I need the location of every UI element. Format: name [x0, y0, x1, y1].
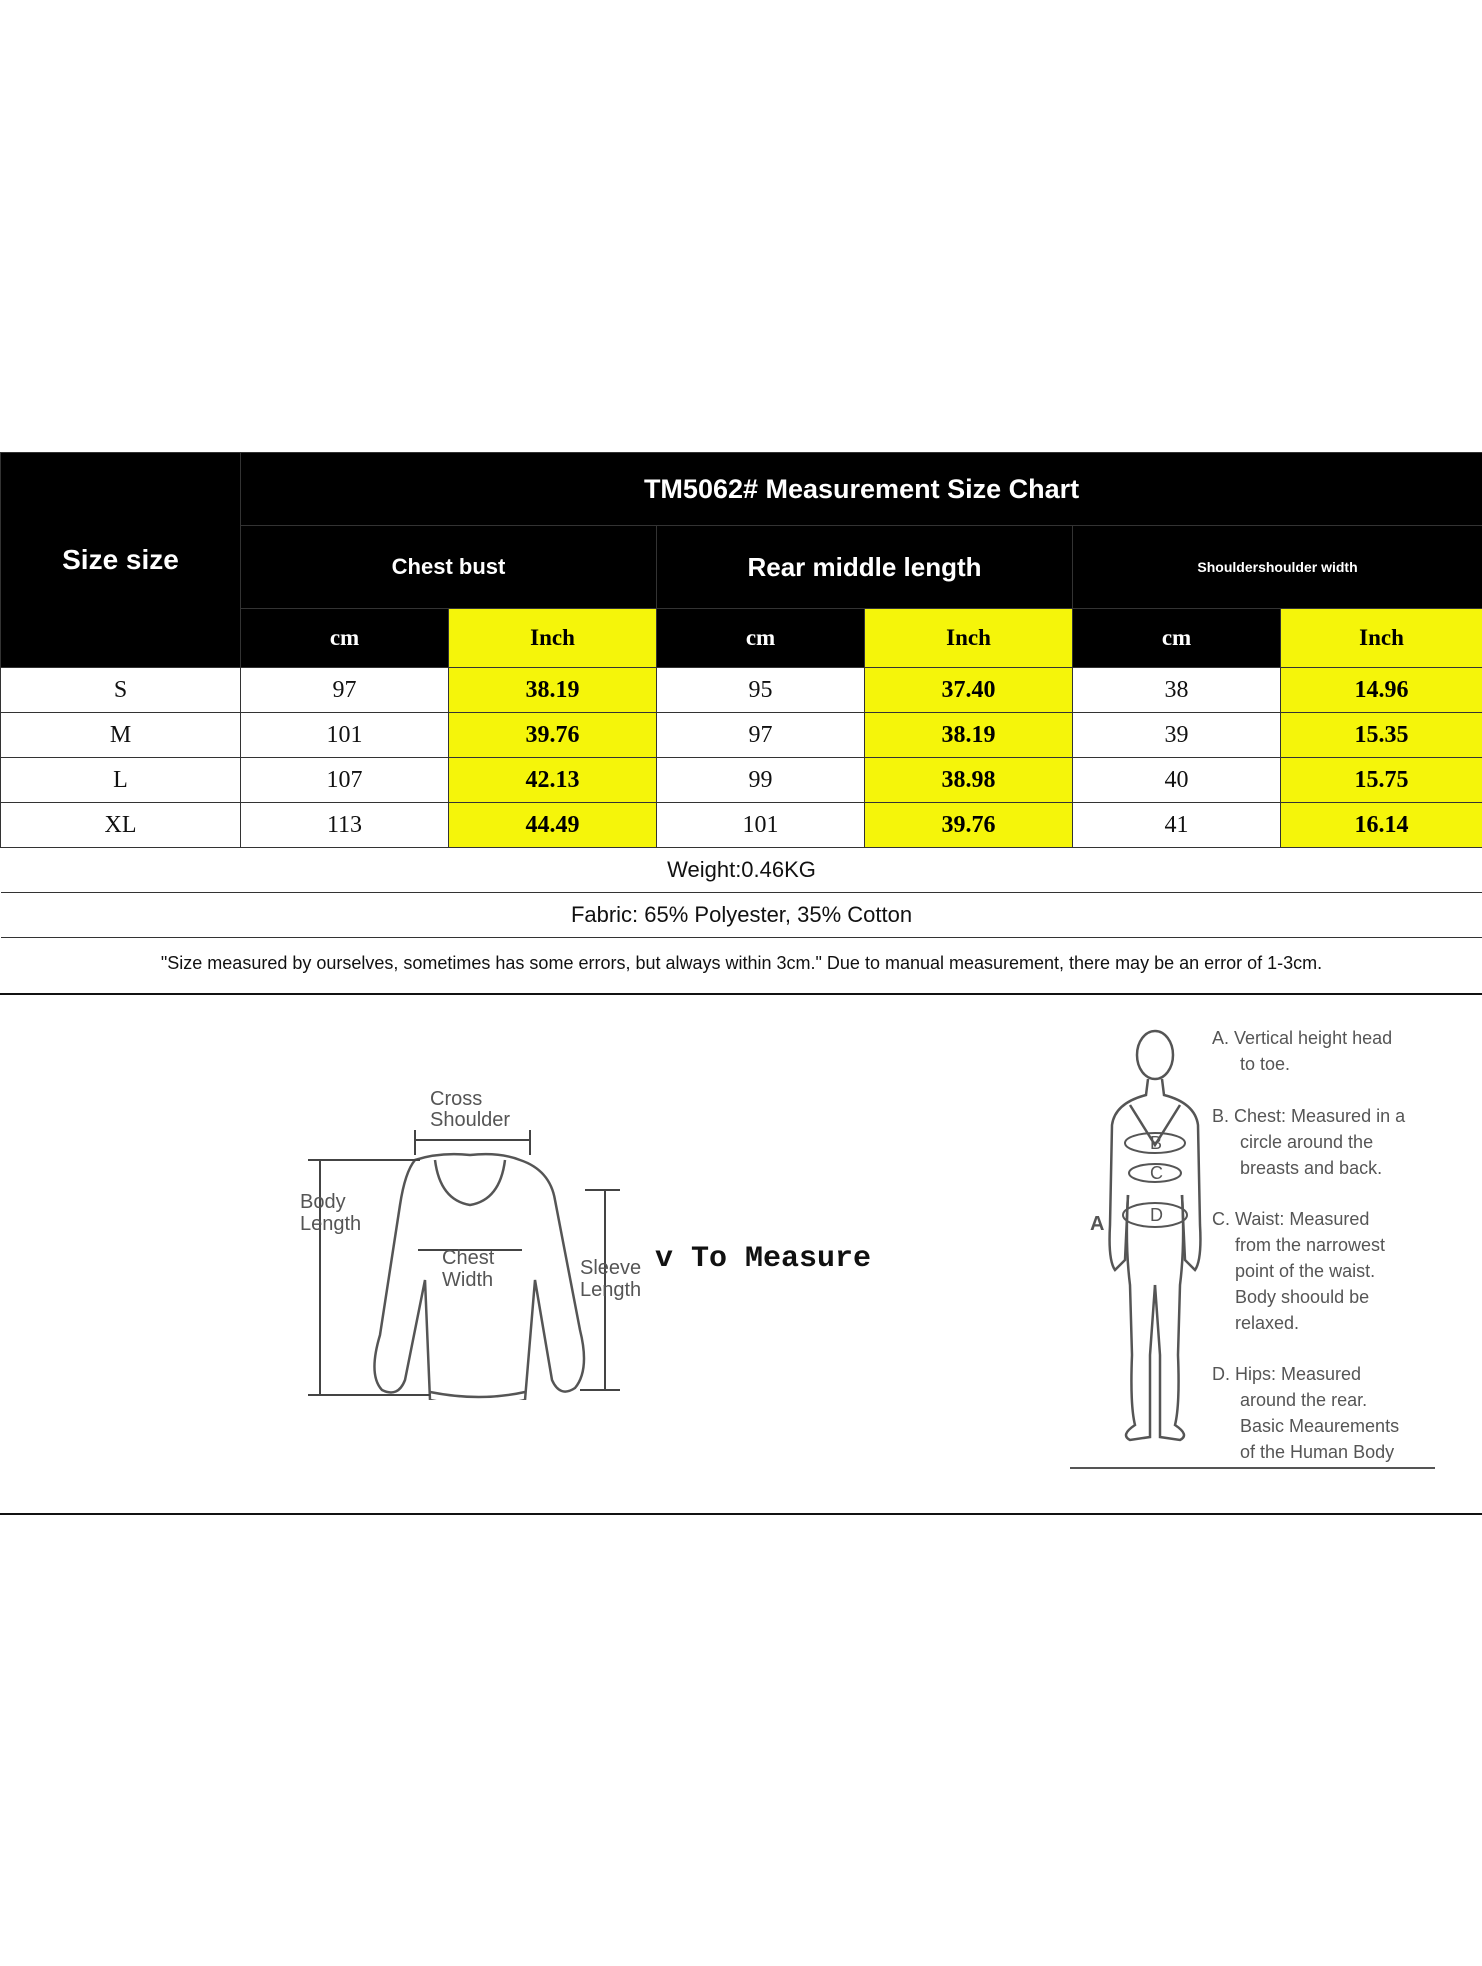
note-d: of the Human Body [1240, 1442, 1395, 1462]
note-c: point of the waist. [1235, 1261, 1376, 1281]
group-rear-middle-length: Rear middle length [657, 526, 1073, 609]
value-cell: 39 [1073, 713, 1281, 758]
value-cell: 39.76 [865, 803, 1073, 848]
measurement-note: "Size measured by ourselves, sometimes has some errors, but always within 3cm." Due to manual measurement, there may be an error of 1-3cm. [1, 938, 1482, 989]
value-cell: 38.19 [865, 713, 1073, 758]
size-label: L [1, 758, 241, 803]
value-cell: 39.76 [449, 713, 657, 758]
label-cross-shoulder: Cross [430, 1088, 483, 1110]
value-cell: 14.96 [1281, 668, 1482, 713]
unit-header: cm [241, 609, 449, 668]
note-b: circle around the [1240, 1132, 1374, 1152]
divider [0, 1513, 1482, 1515]
value-cell: 15.75 [1281, 758, 1482, 803]
note-b: breasts and back. [1240, 1158, 1383, 1178]
note-a: A. Vertical height head [1212, 1028, 1393, 1048]
unit-header: Inch [1281, 609, 1482, 668]
table-row [1, 713, 1482, 758]
sweater-diagram [290, 1080, 670, 1400]
value-cell: 40 [1073, 758, 1281, 803]
unit-header: Inch [865, 609, 1073, 668]
value-cell: 113 [241, 803, 449, 848]
value-cell: 99 [657, 758, 865, 803]
note-c: relaxed. [1235, 1313, 1300, 1333]
value-cell: 41 [1073, 803, 1281, 848]
label-cross-shoulder: Shoulder [430, 1109, 511, 1131]
group-shoulder-width: Shouldershoulder width [1073, 526, 1482, 609]
letter-c: C [1150, 1163, 1163, 1183]
table-row [1, 668, 1482, 713]
note-d: D. Hips: Measured [1212, 1364, 1362, 1384]
note-c: Body shoould be [1235, 1287, 1370, 1307]
value-cell: 16.14 [1281, 803, 1482, 848]
label-body-length: Body [300, 1191, 346, 1213]
size-label: S [1, 668, 241, 713]
size-chart-table [0, 452, 1482, 988]
label-sleeve-length: Length [580, 1279, 642, 1301]
weight-info: Weight:0.46KG [1, 848, 1482, 893]
value-cell: 101 [657, 803, 865, 848]
value-cell: 38.98 [865, 758, 1073, 803]
note-d: Basic Meaurements [1240, 1416, 1400, 1436]
label-chest-width: Chest [442, 1247, 495, 1269]
value-cell: 38.19 [449, 668, 657, 713]
label-body-length: Length [300, 1213, 362, 1235]
unit-header: Inch [449, 609, 657, 668]
letter-b: B [1150, 1133, 1163, 1153]
fabric-info: Fabric: 65% Polyester, 35% Cotton [1, 893, 1482, 938]
value-cell: 95 [657, 668, 865, 713]
divider [0, 993, 1482, 995]
note-c: from the narrowest [1235, 1235, 1386, 1255]
value-cell: 38 [1073, 668, 1281, 713]
chart-title: TM5062# Measurement Size Chart [241, 453, 1482, 526]
how-to-measure-label: v To Measure [655, 1242, 872, 1276]
value-cell: 37.40 [865, 668, 1073, 713]
unit-header: cm [657, 609, 865, 668]
note-d: around the rear. [1240, 1390, 1368, 1410]
value-cell: 15.35 [1281, 713, 1482, 758]
value-cell: 97 [657, 713, 865, 758]
value-cell: 101 [241, 713, 449, 758]
value-cell: 44.49 [449, 803, 657, 848]
body-figure-icon [1110, 1031, 1201, 1440]
label-sleeve-length: Sleeve [580, 1257, 642, 1279]
size-header: Size size [1, 453, 241, 668]
value-cell: 97 [241, 668, 449, 713]
table-row [1, 758, 1482, 803]
group-chest-bust: Chest bust [241, 526, 657, 609]
value-cell: 42.13 [449, 758, 657, 803]
unit-header: cm [1073, 609, 1281, 668]
size-label: XL [1, 803, 241, 848]
value-cell: 107 [241, 758, 449, 803]
body-diagram [1070, 1025, 1470, 1475]
letter-a: A [1090, 1213, 1105, 1235]
table-row [1, 803, 1482, 848]
note-b: B. Chest: Measured in a [1212, 1106, 1406, 1126]
size-label: M [1, 713, 241, 758]
how-to-measure-text [650, 1232, 890, 1282]
letter-d: D [1150, 1205, 1163, 1225]
note-a: to toe. [1240, 1054, 1291, 1074]
note-c: C. Waist: Measured [1212, 1209, 1370, 1229]
label-chest-width: Width [442, 1269, 494, 1291]
